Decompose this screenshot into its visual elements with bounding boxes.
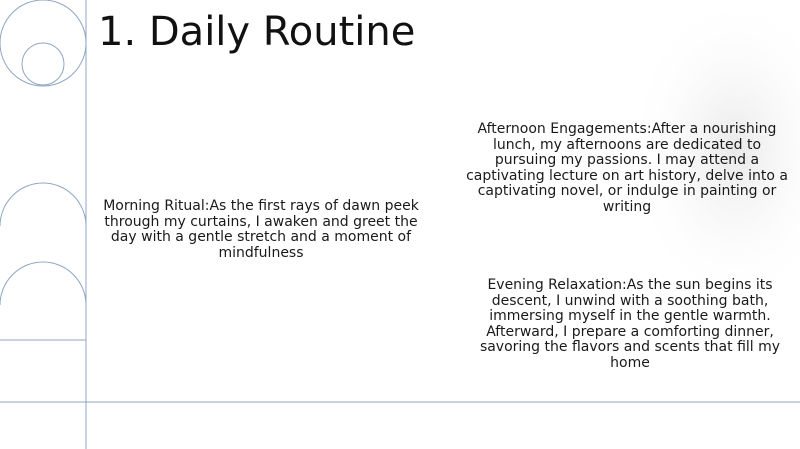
block-text: As the sun begins its descent, I unwind with a soothing bath, immersing myself in the gentle warmth. Afterward, I prepare a comforting dinner, savoring the flavors and scents that fill my home — [479, 277, 781, 371]
text-block-afternoon-engagements — [462, 122, 792, 215]
block-heading: Evening Relaxation: — [487, 277, 627, 293]
block-text: After a nourishing lunch, my afternoons are dedicated to pursuing my passions. I may attend a captivating lecture on art history, delve into a captivating novel, or indulge in painting or writing — [466, 121, 788, 215]
block-heading: Afternoon Engagements: — [477, 121, 652, 137]
text-block-morning-ritual — [96, 199, 426, 261]
block-text: As the first rays of dawn peek through my curtains, I awaken and greet the day with a gentle stretch and a moment of mindfulness — [104, 198, 419, 261]
deco-arch-lower — [0, 262, 86, 340]
deco-circle-small — [22, 43, 64, 85]
block-heading: Morning Ritual: — [103, 198, 210, 214]
text-block-evening-relaxation — [470, 278, 790, 371]
slide-title: 1. Daily Routine — [98, 9, 416, 55]
